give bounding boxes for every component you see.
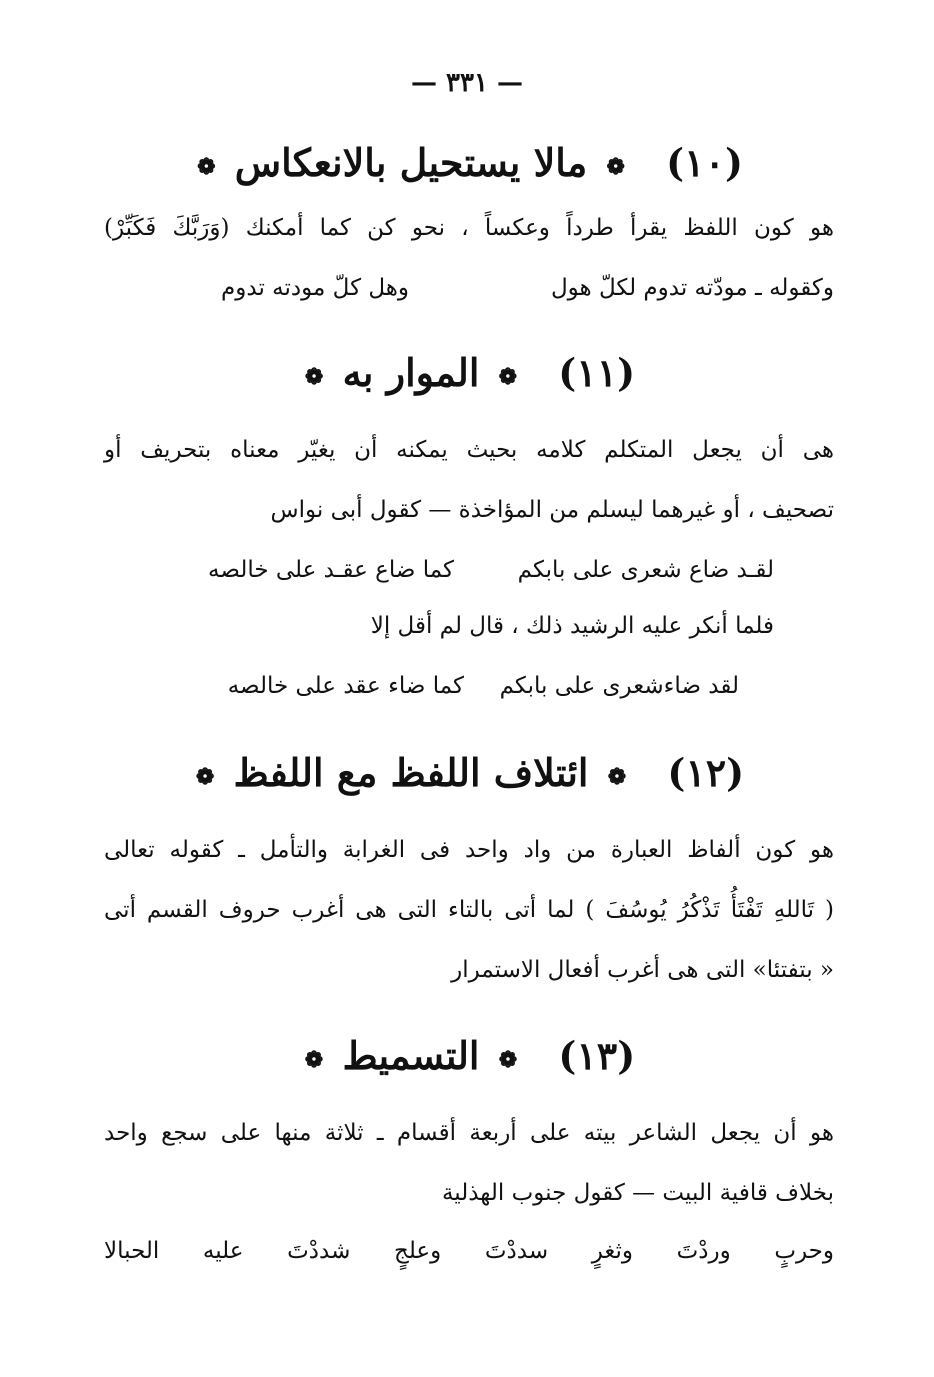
page-number: — ٣٣١ — — [410, 68, 524, 98]
ornament-icon: ❁ — [606, 153, 625, 180]
section-number: (١٣) — [558, 1033, 636, 1078]
section-number: (١١) — [558, 350, 636, 395]
text-line: بخلاف قافية البيت — كقول جنوب الهذلية — [441, 1180, 834, 1206]
ornament-icon: ❁ — [197, 153, 216, 180]
section-title: ائتلاف اللفظ مع اللفظ — [233, 750, 589, 795]
verse-half: كما ضاع عقـد على خالصه — [208, 557, 454, 583]
section-heading-10 — [0, 140, 934, 185]
section-number: (١٢) — [667, 750, 745, 795]
ornament-icon: ❁ — [498, 363, 518, 390]
section-heading-12 — [0, 750, 934, 795]
text-line: فلما أنكر عليه الرشيد ذلك ، قال لم أقل إلا — [370, 613, 774, 639]
ornament-icon: ❁ — [498, 1046, 518, 1073]
section-title: التسميط — [342, 1033, 480, 1078]
section-heading-13 — [0, 1033, 934, 1078]
verse-half: وهل كلّ مودته تدوم — [221, 275, 409, 301]
text-line: هى أن يجعل المتكلم كلامه بحيث يمكنه أن يغيّر معناه بتحريف أو — [104, 437, 834, 463]
section-number: (١٠) — [666, 140, 743, 185]
text-line: وكقوله ـ مودّته تدوم لكلّ هول — [550, 275, 834, 301]
text-line: « بتفتئا» التى هى أغرب أفعال الاستمرار — [451, 957, 834, 983]
text-line: تصحيف ، أو غيرهما ليسلم من المؤاخذة — كقول أبى نواس — [270, 497, 834, 523]
ornament-icon: ❁ — [607, 763, 627, 790]
verse-half: لقد ضاءشعرى على بابكم — [499, 673, 739, 699]
section-title: مالا يستحيل بالانعكاس — [234, 140, 588, 185]
verse-line: وحربٍ وردْتَ وثغرٍ سددْتَ وعلجٍ شددْتَ عليه الحبالا — [104, 1238, 834, 1264]
section-title: الموار به — [342, 350, 480, 395]
section-heading-11 — [0, 350, 934, 395]
text-line: هو أن يجعل الشاعر بيته على أربعة أقسام ـ ثلاثة منها على سجع واحد — [104, 1120, 834, 1146]
text-line: ( تَاللهِ تَفْتَأُ تَذْكُرُ يُوسُفَ ) لما أتى بالتاء التى هى أغرب حروف القسم أتى — [104, 897, 834, 923]
text-line: هو كون ألفاظ العبارة من واد واحد فى الغرابة والتأمل ـ كقوله تعالى — [104, 837, 834, 863]
ornament-icon: ❁ — [195, 763, 215, 790]
verse-half: لقـد ضاع شعرى على بابكم — [517, 557, 774, 583]
text-line: هو كون اللفظ يقرأ طرداً وعكساً ، نحو كن كما أمكنك (وَرَبَّكَ فَكَبِّرْ) — [104, 215, 834, 241]
ornament-icon: ❁ — [304, 363, 324, 390]
ornament-icon: ❁ — [304, 1046, 324, 1073]
verse-half: كما ضاء عقد على خالصه — [227, 673, 464, 699]
